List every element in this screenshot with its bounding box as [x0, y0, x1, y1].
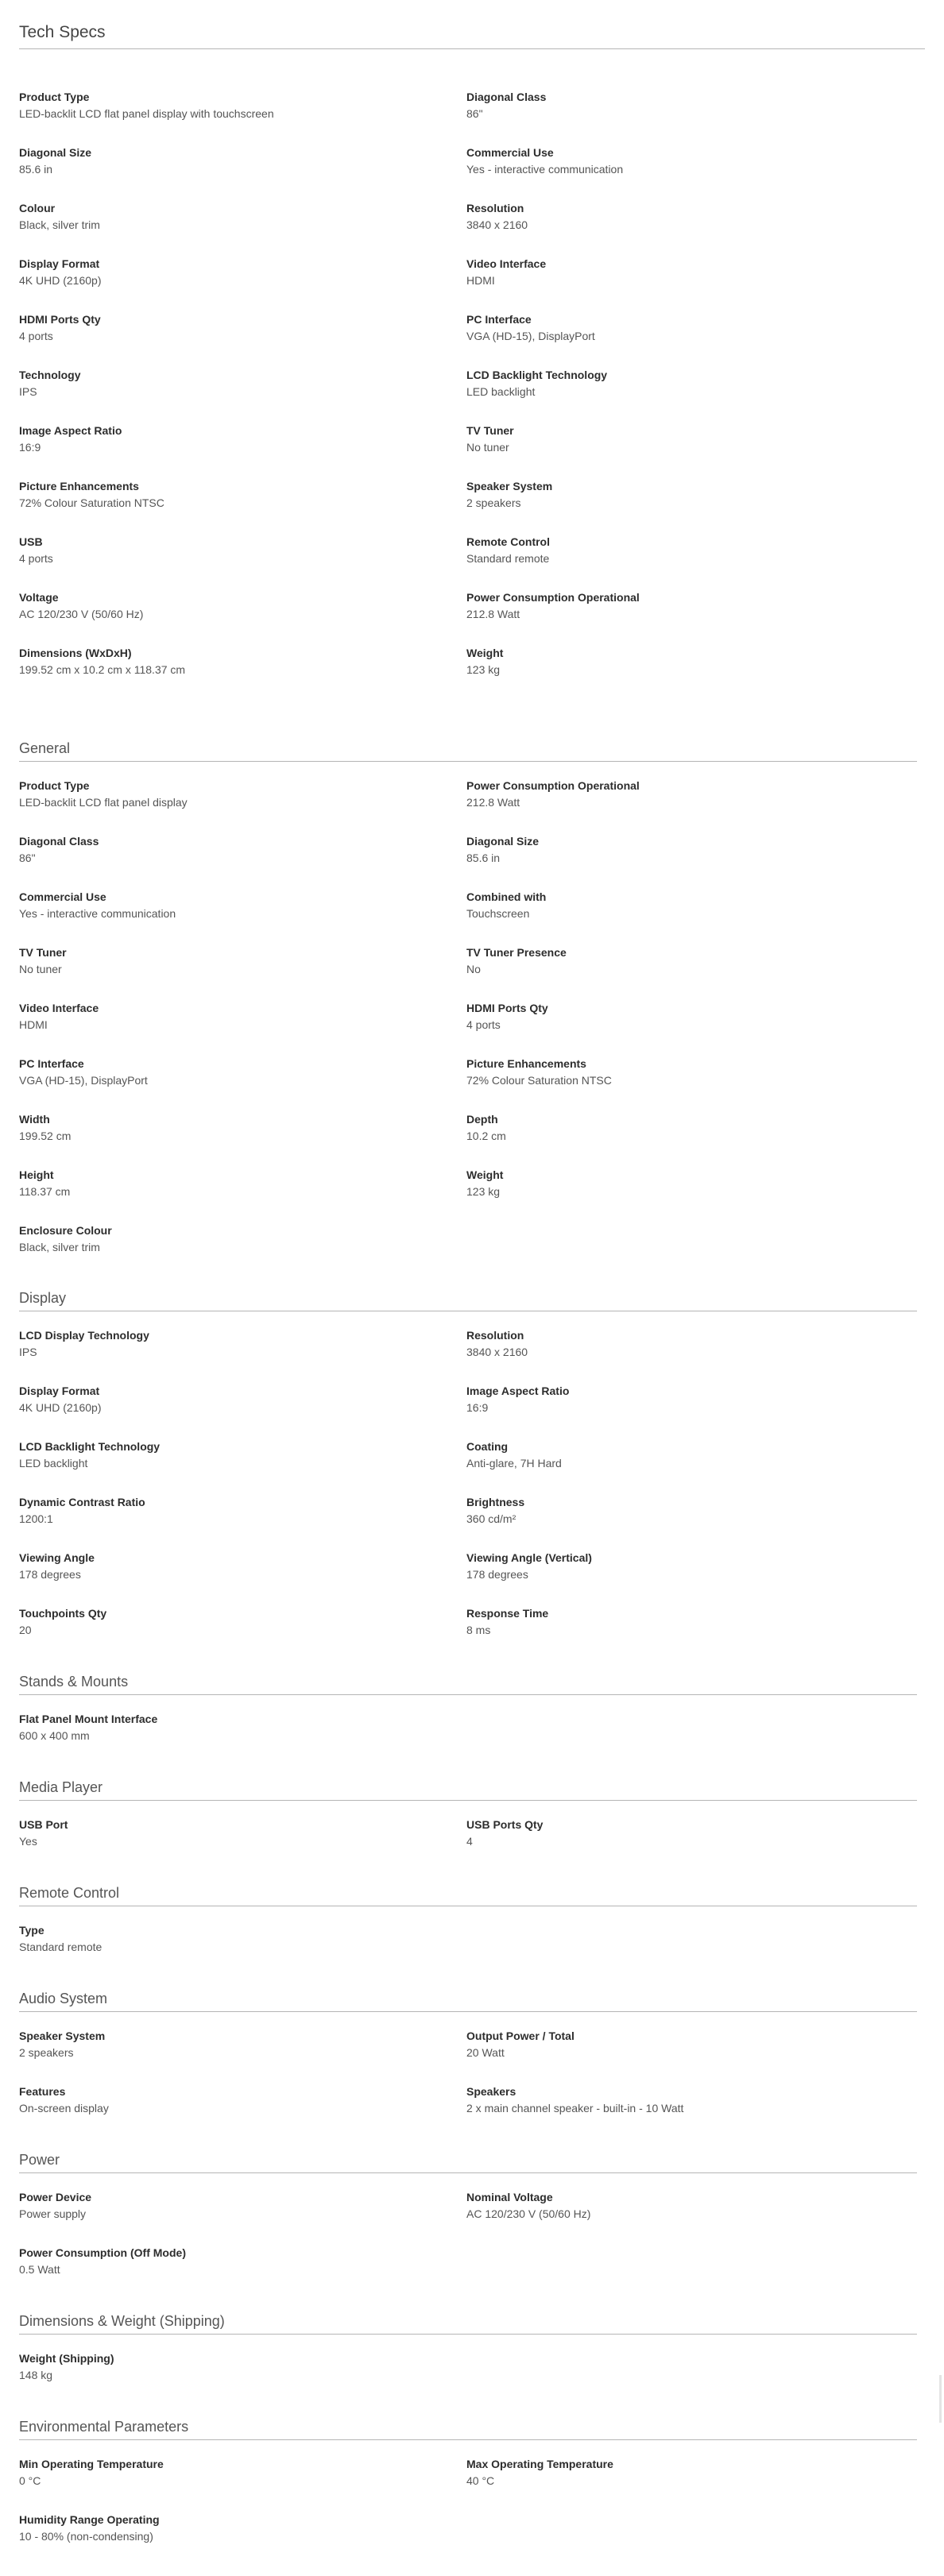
spec-value: No tuner — [466, 441, 509, 454]
spec-item-weight — [466, 646, 896, 677]
spec-item-diagonal-class — [19, 834, 448, 865]
spec-item-nominal-voltage — [466, 2190, 896, 2221]
spec-value: LED backlight — [19, 1457, 88, 1470]
section-divider — [19, 2439, 917, 2440]
spec-item-weight-shipping — [19, 2351, 448, 2382]
spec-label: Diagonal Size — [466, 835, 540, 848]
spec-value: LED-backlit LCD flat panel display with touchscreen — [19, 107, 274, 120]
spec-item-dimensions-wxdxh — [19, 646, 448, 677]
spec-label: Speakers — [466, 2085, 516, 2098]
spec-label: Brightness — [466, 1496, 525, 1508]
spec-value: On-screen display — [19, 2102, 109, 2114]
spec-item-display-format — [19, 1384, 448, 1415]
spec-item-power-consumption-off-mode — [19, 2246, 448, 2277]
spec-item-usb — [19, 535, 448, 566]
spec-value: 16:9 — [19, 441, 41, 454]
spec-item-speaker-system — [19, 2029, 448, 2060]
spec-value: 16:9 — [466, 1401, 489, 1414]
spec-value: Standard remote — [466, 552, 550, 565]
section-divider — [19, 2011, 917, 2012]
spec-item-video-interface — [466, 257, 896, 288]
spec-value: 40 °C — [466, 2474, 495, 2487]
spec-item-lcd-backlight-technology — [466, 368, 896, 399]
spec-label: Product Type — [19, 91, 90, 103]
spec-value: Yes - interactive communication — [466, 163, 624, 176]
spec-value: 86" — [466, 107, 483, 120]
spec-label: LCD Display Technology — [19, 1329, 149, 1342]
spec-value: 4 ports — [19, 552, 53, 565]
spec-value: 212.8 Watt — [466, 608, 520, 620]
spec-label: Commercial Use — [19, 890, 106, 903]
spec-item-power-consumption-operational — [466, 778, 896, 809]
spec-item-flat-panel-mount-interface — [19, 1712, 448, 1743]
section-title: Display — [19, 1290, 67, 1306]
spec-value: Black, silver trim — [19, 1241, 100, 1253]
spec-label: Viewing Angle — [19, 1551, 95, 1564]
spec-label: Remote Control — [466, 535, 550, 548]
spec-value: No tuner — [19, 963, 62, 975]
spec-label: Features — [19, 2085, 66, 2098]
spec-value: 123 kg — [466, 663, 501, 676]
spec-value: VGA (HD-15), DisplayPort — [466, 330, 595, 342]
spec-label: Humidity Range Operating — [19, 2513, 160, 2526]
section-divider — [19, 1694, 917, 1695]
spec-value: IPS — [19, 385, 37, 398]
spec-value: HDMI — [19, 1018, 48, 1031]
spec-item-speaker-system — [466, 479, 896, 510]
spec-value: 118.37 cm — [19, 1185, 71, 1198]
spec-value: 3840 x 2160 — [466, 218, 528, 231]
section-title: Environmental Parameters — [19, 2419, 189, 2435]
spec-label: HDMI Ports Qty — [466, 1002, 548, 1014]
spec-label: Technology — [19, 369, 81, 381]
spec-item-power-consumption-operational — [466, 590, 896, 621]
spec-item-touchpoints-qty — [19, 1606, 448, 1637]
spec-value: 4 ports — [19, 330, 53, 342]
spec-item-video-interface — [19, 1001, 448, 1032]
spec-label: PC Interface — [466, 313, 532, 326]
spec-value: 212.8 Watt — [466, 796, 520, 809]
spec-label: USB Port — [19, 1818, 68, 1831]
spec-item-max-operating-temperature — [466, 2457, 896, 2488]
spec-label: Enclosure Colour — [19, 1224, 112, 1237]
spec-label: Product Type — [19, 779, 90, 792]
spec-value: Yes — [19, 1835, 37, 1848]
spec-value: IPS — [19, 1346, 37, 1358]
spec-label: TV Tuner — [466, 424, 514, 437]
spec-item-speakers — [466, 2084, 896, 2115]
spec-value: Touchscreen — [466, 907, 530, 920]
spec-value: Standard remote — [19, 1941, 103, 1953]
spec-value: 3840 x 2160 — [466, 1346, 528, 1358]
spec-item-diagonal-size — [19, 145, 448, 176]
spec-value: 72% Colour Saturation NTSC — [19, 496, 164, 509]
section-divider — [19, 761, 917, 762]
spec-label: Height — [19, 1168, 54, 1181]
spec-label: Response Time — [466, 1607, 549, 1620]
spec-label: Weight — [466, 647, 504, 659]
spec-value: 2 x main channel speaker - built-in - 10 Watt — [466, 2102, 684, 2114]
spec-value: 8 ms — [466, 1624, 491, 1636]
spec-value: 2 speakers — [19, 2046, 74, 2059]
spec-item-diagonal-class — [466, 90, 896, 121]
spec-label: Viewing Angle (Vertical) — [466, 1551, 592, 1564]
spec-label: Dimensions (WxDxH) — [19, 647, 132, 659]
spec-value: 2 speakers — [466, 496, 521, 509]
spec-label: Min Operating Temperature — [19, 2458, 164, 2470]
spec-item-combined-with — [466, 890, 896, 921]
spec-value: 1200:1 — [19, 1512, 53, 1525]
spec-label: Resolution — [466, 202, 524, 214]
spec-label: Power Consumption (Off Mode) — [19, 2246, 186, 2259]
spec-item-features — [19, 2084, 448, 2115]
spec-item-diagonal-size — [466, 834, 896, 865]
spec-value: Black, silver trim — [19, 218, 100, 231]
spec-item-tv-tuner — [19, 945, 448, 976]
spec-item-picture-enhancements — [19, 479, 448, 510]
spec-label: Display Format — [19, 1385, 100, 1397]
spec-item-remote-control — [466, 535, 896, 566]
spec-item-usb-ports-qty — [466, 1817, 896, 1848]
spec-item-pc-interface — [466, 312, 896, 343]
spec-value: VGA (HD-15), DisplayPort — [19, 1074, 148, 1087]
spec-value: 20 Watt — [466, 2046, 505, 2059]
spec-item-min-operating-temperature — [19, 2457, 448, 2488]
section-title: Remote Control — [19, 1885, 120, 1901]
spec-item-product-type — [19, 90, 448, 121]
spec-value: 0.5 Watt — [19, 2263, 60, 2276]
spec-label: Output Power / Total — [466, 2030, 575, 2042]
spec-value: LED-backlit LCD flat panel display — [19, 796, 188, 809]
spec-value: Yes - interactive communication — [19, 907, 176, 920]
spec-item-humidity-range-operating — [19, 2512, 448, 2543]
spec-label: Diagonal Size — [19, 146, 92, 159]
spec-value: 0 °C — [19, 2474, 41, 2487]
page-title: Tech Specs — [19, 23, 106, 41]
spec-item-width — [19, 1112, 448, 1143]
spec-label: Picture Enhancements — [19, 480, 139, 492]
spec-label: Combined with — [466, 890, 547, 903]
spec-item-output-power-total — [466, 2029, 896, 2060]
spec-value: AC 120/230 V (50/60 Hz) — [466, 2207, 591, 2220]
spec-value: AC 120/230 V (50/60 Hz) — [19, 608, 144, 620]
spec-label: Weight (Shipping) — [19, 2352, 114, 2365]
spec-label: Nominal Voltage — [466, 2191, 553, 2203]
spec-label: Coating — [466, 1440, 509, 1453]
spec-value: 178 degrees — [19, 1568, 81, 1581]
section-title: Media Player — [19, 1779, 103, 1795]
scrollbar-thumb[interactable] — [939, 2375, 942, 2423]
spec-value: 72% Colour Saturation NTSC — [466, 1074, 612, 1087]
spec-label: Flat Panel Mount Interface — [19, 1713, 158, 1725]
spec-label: USB Ports Qty — [466, 1818, 544, 1831]
spec-value: Anti-glare, 7H Hard — [466, 1457, 562, 1470]
spec-label: Video Interface — [466, 257, 547, 270]
spec-label: Image Aspect Ratio — [466, 1385, 570, 1397]
spec-label: Width — [19, 1113, 50, 1126]
spec-item-type — [19, 1923, 448, 1954]
spec-item-height — [19, 1168, 448, 1199]
spec-label: Touchpoints Qty — [19, 1607, 107, 1620]
spec-item-dynamic-contrast-ratio — [19, 1495, 448, 1526]
section-title: Dimensions & Weight (Shipping) — [19, 2313, 225, 2329]
spec-item-brightness — [466, 1495, 896, 1526]
section-title: Stands & Mounts — [19, 1674, 129, 1690]
spec-value: 20 — [19, 1624, 32, 1636]
spec-label: Image Aspect Ratio — [19, 424, 122, 437]
spec-value: HDMI — [466, 274, 495, 287]
section-divider — [19, 1800, 917, 1801]
spec-item-tv-tuner — [466, 423, 896, 454]
spec-value: 85.6 in — [466, 852, 501, 864]
spec-item-picture-enhancements — [466, 1056, 896, 1087]
spec-value: 123 kg — [466, 1185, 501, 1198]
spec-item-lcd-display-technology — [19, 1328, 448, 1359]
spec-label: Power Device — [19, 2191, 92, 2203]
spec-item-resolution — [466, 201, 896, 232]
spec-value: 360 cd/m² — [466, 1512, 516, 1525]
spec-item-hdmi-ports-qty — [466, 1001, 896, 1032]
spec-item-enclosure-colour — [19, 1223, 448, 1254]
spec-value: 178 degrees — [466, 1568, 528, 1581]
spec-item-power-device — [19, 2190, 448, 2221]
spec-label: Commercial Use — [466, 146, 554, 159]
spec-label: PC Interface — [19, 1057, 84, 1070]
spec-value: Power supply — [19, 2207, 87, 2220]
spec-item-response-time — [466, 1606, 896, 1637]
spec-label: Dynamic Contrast Ratio — [19, 1496, 145, 1508]
spec-item-depth — [466, 1112, 896, 1143]
spec-value: 199.52 cm x 10.2 cm x 118.37 cm — [19, 663, 186, 676]
spec-item-viewing-angle — [19, 1551, 448, 1582]
spec-item-resolution — [466, 1328, 896, 1359]
spec-label: Diagonal Class — [466, 91, 547, 103]
spec-label: Power Consumption Operational — [466, 591, 640, 604]
spec-label: Resolution — [466, 1329, 524, 1342]
spec-value: 86" — [19, 852, 36, 864]
spec-label: Weight — [466, 1168, 504, 1181]
spec-value: 4 ports — [466, 1018, 501, 1031]
spec-value: 10 - 80% (non-condensing) — [19, 2530, 153, 2543]
spec-item-colour — [19, 201, 448, 232]
spec-label: Display Format — [19, 257, 100, 270]
spec-item-commercial-use — [466, 145, 896, 176]
spec-label: Max Operating Temperature — [466, 2458, 613, 2470]
spec-label: Speaker System — [19, 2030, 106, 2042]
spec-item-product-type — [19, 778, 448, 809]
spec-label: LCD Backlight Technology — [466, 369, 608, 381]
spec-value: 4K UHD (2160p) — [19, 274, 102, 287]
section-divider — [19, 2172, 917, 2173]
spec-label: LCD Backlight Technology — [19, 1440, 161, 1453]
spec-value: 148 kg — [19, 2369, 53, 2381]
spec-label: TV Tuner — [19, 946, 67, 959]
spec-item-pc-interface — [19, 1056, 448, 1087]
spec-item-image-aspect-ratio — [466, 1384, 896, 1415]
spec-label: HDMI Ports Qty — [19, 313, 101, 326]
spec-label: Speaker System — [466, 480, 553, 492]
section-title: Power — [19, 2152, 60, 2168]
spec-value: No — [466, 963, 481, 975]
spec-label: Power Consumption Operational — [466, 779, 640, 792]
spec-item-lcd-backlight-technology — [19, 1439, 448, 1470]
section-title: Audio System — [19, 1991, 108, 2006]
spec-value: 10.2 cm — [466, 1130, 506, 1142]
spec-item-weight — [466, 1168, 896, 1199]
spec-value: LED backlight — [466, 385, 536, 398]
spec-item-voltage — [19, 590, 448, 621]
spec-value: 199.52 cm — [19, 1130, 72, 1142]
section-title: General — [19, 740, 71, 756]
spec-value: 600 x 400 mm — [19, 1729, 90, 1742]
spec-label: Colour — [19, 202, 56, 214]
spec-label: Depth — [466, 1113, 498, 1126]
spec-label: Diagonal Class — [19, 835, 99, 848]
spec-value: 4K UHD (2160p) — [19, 1401, 102, 1414]
header-divider — [19, 48, 925, 49]
spec-item-hdmi-ports-qty — [19, 312, 448, 343]
spec-label: Type — [19, 1924, 44, 1937]
spec-item-commercial-use — [19, 890, 448, 921]
spec-value: 4 — [466, 1835, 473, 1848]
spec-label: Picture Enhancements — [466, 1057, 586, 1070]
spec-label: Video Interface — [19, 1002, 99, 1014]
spec-item-coating — [466, 1439, 896, 1470]
spec-item-technology — [19, 368, 448, 399]
spec-label: Voltage — [19, 591, 59, 604]
spec-item-image-aspect-ratio — [19, 423, 448, 454]
spec-label: USB — [19, 535, 43, 548]
section-divider — [19, 2334, 917, 2335]
spec-item-viewing-angle-vertical — [466, 1551, 896, 1582]
spec-value: 85.6 in — [19, 163, 53, 176]
spec-item-display-format — [19, 257, 448, 288]
spec-item-tv-tuner-presence — [466, 945, 896, 976]
spec-item-usb-port — [19, 1817, 448, 1848]
spec-label: TV Tuner Presence — [466, 946, 567, 959]
